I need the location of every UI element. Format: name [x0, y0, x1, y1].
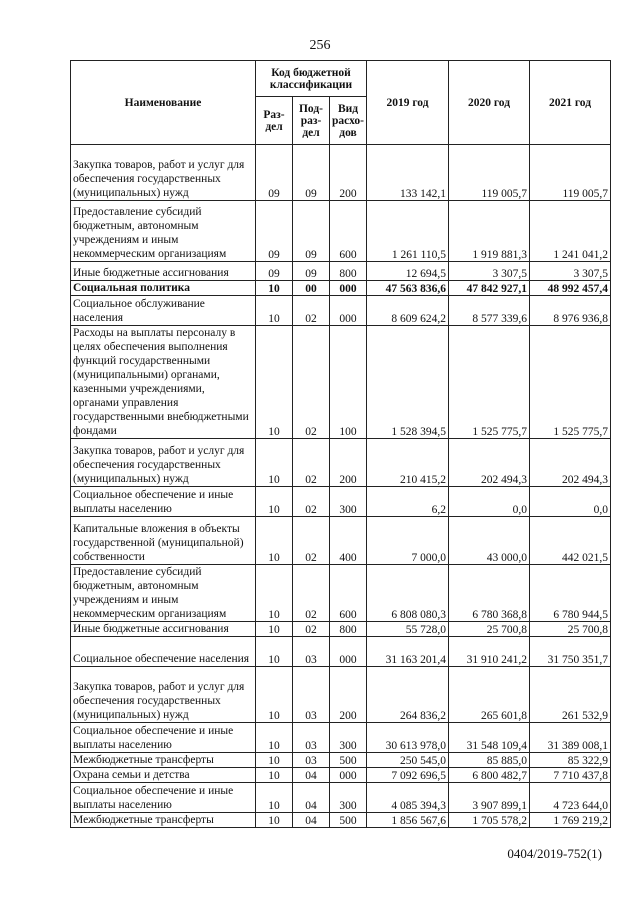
- row-section: 10: [256, 517, 293, 565]
- table-row: [71, 813, 611, 828]
- row-name: Межбюджетные трансферты: [71, 813, 256, 828]
- row-value-2019: 1 528 394,5: [367, 326, 449, 439]
- row-expense-type: 000: [330, 637, 367, 667]
- row-section: 10: [256, 723, 293, 753]
- row-value-2021: 119 005,7: [530, 145, 611, 201]
- row-value-2021: 442 021,5: [530, 517, 611, 565]
- row-value-2019: 31 163 201,4: [367, 637, 449, 667]
- table-row: [71, 622, 611, 637]
- header-section: Раз-дел: [256, 97, 293, 145]
- header-name: Наименование: [71, 61, 256, 145]
- table-row: [71, 667, 611, 723]
- row-value-2019: 7 092 696,5: [367, 768, 449, 783]
- row-value-2021: 8 976 936,8: [530, 296, 611, 326]
- row-value-2021: 1 525 775,7: [530, 326, 611, 439]
- row-subsection: 02: [293, 565, 330, 622]
- row-section: 10: [256, 326, 293, 439]
- row-section: 10: [256, 281, 293, 296]
- row-section: 10: [256, 813, 293, 828]
- row-name: Социальное обеспечение и иные выплаты населению: [71, 487, 256, 517]
- row-value-2021: 0,0: [530, 487, 611, 517]
- table-header: [71, 61, 611, 145]
- row-value-2020: 31 548 109,4: [449, 723, 530, 753]
- row-value-2020: 3 907 899,1: [449, 783, 530, 813]
- row-value-2021: 6 780 944,5: [530, 565, 611, 622]
- row-expense-type: 100: [330, 326, 367, 439]
- row-section: 10: [256, 667, 293, 723]
- row-value-2019: 6,2: [367, 487, 449, 517]
- row-subsection: 03: [293, 723, 330, 753]
- row-name: Капитальные вложения в объекты государственной (муниципальной) собственности: [71, 517, 256, 565]
- row-value-2021: 48 992 457,4: [530, 281, 611, 296]
- row-value-2019: 250 545,0: [367, 753, 449, 768]
- row-expense-type: 800: [330, 262, 367, 281]
- row-value-2019: 6 808 080,3: [367, 565, 449, 622]
- row-expense-type: 600: [330, 201, 367, 262]
- row-section: 10: [256, 753, 293, 768]
- row-value-2020: 265 601,8: [449, 667, 530, 723]
- row-section: 09: [256, 201, 293, 262]
- row-value-2021: 4 723 644,0: [530, 783, 611, 813]
- row-section: 10: [256, 622, 293, 637]
- row-value-2019: 12 694,5: [367, 262, 449, 281]
- row-value-2021: 25 700,8: [530, 622, 611, 637]
- row-value-2019: 7 000,0: [367, 517, 449, 565]
- row-expense-type: 300: [330, 487, 367, 517]
- row-section: 10: [256, 487, 293, 517]
- row-value-2019: 133 142,1: [367, 145, 449, 201]
- header-budget-code: Код бюджетной классификации: [256, 61, 367, 97]
- row-expense-type: 300: [330, 783, 367, 813]
- table-row: [71, 783, 611, 813]
- row-subsection: 09: [293, 145, 330, 201]
- table-body: [71, 145, 611, 828]
- row-subsection: 04: [293, 783, 330, 813]
- row-name: Социальное обеспечение и иные выплаты населению: [71, 723, 256, 753]
- header-2021: 2021 год: [530, 61, 611, 145]
- row-value-2020: 47 842 927,1: [449, 281, 530, 296]
- table-row: [71, 201, 611, 262]
- header-2020: 2020 год: [449, 61, 530, 145]
- row-expense-type: 600: [330, 565, 367, 622]
- row-name: Социальное обеспечение населения: [71, 637, 256, 667]
- row-value-2020: 119 005,7: [449, 145, 530, 201]
- table-row: [71, 262, 611, 281]
- row-value-2019: 47 563 836,6: [367, 281, 449, 296]
- row-subsection: 04: [293, 768, 330, 783]
- row-expense-type: 300: [330, 723, 367, 753]
- row-subsection: 09: [293, 262, 330, 281]
- table-row: [71, 326, 611, 439]
- row-value-2021: 1 241 041,2: [530, 201, 611, 262]
- row-value-2021: 31 750 351,7: [530, 637, 611, 667]
- row-value-2021: 261 532,9: [530, 667, 611, 723]
- row-expense-type: 200: [330, 145, 367, 201]
- table-row: [71, 517, 611, 565]
- row-name: Закупка товаров, работ и услуг для обеспечения государственных (муниципальных) нужд: [71, 439, 256, 487]
- row-value-2019: 55 728,0: [367, 622, 449, 637]
- row-name: Иные бюджетные ассигнования: [71, 622, 256, 637]
- row-subsection: 02: [293, 517, 330, 565]
- row-name: Охрана семьи и детства: [71, 768, 256, 783]
- row-expense-type: 200: [330, 667, 367, 723]
- row-value-2020: 6 780 368,8: [449, 565, 530, 622]
- header-2019: 2019 год: [367, 61, 449, 145]
- row-value-2020: 8 577 339,6: [449, 296, 530, 326]
- row-name: Расходы на выплаты персоналу в целях обеспечения выполнения функций государственными (муниципальными) органами, казенными учреждениями, органами управления государственными внебюджетными фондами: [71, 326, 256, 439]
- row-section: 09: [256, 262, 293, 281]
- row-section: 10: [256, 439, 293, 487]
- table-row: [71, 565, 611, 622]
- table-row: [71, 296, 611, 326]
- table-row: [71, 768, 611, 783]
- row-subsection: 00: [293, 281, 330, 296]
- row-value-2019: 4 085 394,3: [367, 783, 449, 813]
- row-value-2021: 31 389 008,1: [530, 723, 611, 753]
- row-expense-type: 500: [330, 753, 367, 768]
- row-value-2021: 85 322,9: [530, 753, 611, 768]
- row-section: 10: [256, 565, 293, 622]
- row-value-2020: 0,0: [449, 487, 530, 517]
- document-number: 0404/2019-752(1): [507, 846, 602, 861]
- row-subsection: 03: [293, 667, 330, 723]
- row-value-2020: 85 885,0: [449, 753, 530, 768]
- row-value-2020: 1 705 578,2: [449, 813, 530, 828]
- row-expense-type: 000: [330, 768, 367, 783]
- row-subsection: 03: [293, 753, 330, 768]
- row-name: Социальное обеспечение и иные выплаты населению: [71, 783, 256, 813]
- row-value-2019: 8 609 624,2: [367, 296, 449, 326]
- row-subsection: 03: [293, 637, 330, 667]
- row-subsection: 02: [293, 326, 330, 439]
- row-expense-type: 400: [330, 517, 367, 565]
- row-value-2019: 1 261 110,5: [367, 201, 449, 262]
- row-value-2021: 3 307,5: [530, 262, 611, 281]
- row-section: 10: [256, 783, 293, 813]
- row-subsection: 04: [293, 813, 330, 828]
- row-name: Иные бюджетные ассигнования: [71, 262, 256, 281]
- row-name: Предоставление субсидий бюджетным, автономным учреждениям и иным некоммерческим организациям: [71, 201, 256, 262]
- header-expense-type: Вид расхо-дов: [330, 97, 367, 145]
- row-name: Социальная политика: [71, 281, 256, 296]
- row-expense-type: 200: [330, 439, 367, 487]
- row-value-2019: 264 836,2: [367, 667, 449, 723]
- row-section: 09: [256, 145, 293, 201]
- row-value-2020: 1 919 881,3: [449, 201, 530, 262]
- row-value-2021: 202 494,3: [530, 439, 611, 487]
- row-expense-type: 800: [330, 622, 367, 637]
- row-name: Межбюджетные трансферты: [71, 753, 256, 768]
- row-value-2020: 6 800 482,7: [449, 768, 530, 783]
- table-row: [71, 439, 611, 487]
- table-row: [71, 753, 611, 768]
- header-subsection: Под-раз-дел: [293, 97, 330, 145]
- row-value-2019: 210 415,2: [367, 439, 449, 487]
- row-value-2020: 43 000,0: [449, 517, 530, 565]
- row-name: Предоставление субсидий бюджетным, автономным учреждениям и иным некоммерческим организациям: [71, 565, 256, 622]
- row-subsection: 02: [293, 487, 330, 517]
- row-section: 10: [256, 296, 293, 326]
- table-row: [71, 281, 611, 296]
- row-subsection: 02: [293, 296, 330, 326]
- table-row: [71, 637, 611, 667]
- row-section: 10: [256, 637, 293, 667]
- table-row: [71, 723, 611, 753]
- row-expense-type: 500: [330, 813, 367, 828]
- row-value-2019: 1 856 567,6: [367, 813, 449, 828]
- table-row: [71, 487, 611, 517]
- row-value-2020: 1 525 775,7: [449, 326, 530, 439]
- row-value-2020: 3 307,5: [449, 262, 530, 281]
- row-value-2021: 1 769 219,2: [530, 813, 611, 828]
- row-value-2019: 30 613 978,0: [367, 723, 449, 753]
- row-name: Закупка товаров, работ и услуг для обеспечения государственных (муниципальных) нужд: [71, 145, 256, 201]
- row-section: 10: [256, 768, 293, 783]
- row-name: Закупка товаров, работ и услуг для обеспечения государственных (муниципальных) нужд: [71, 667, 256, 723]
- row-expense-type: 000: [330, 281, 367, 296]
- row-value-2020: 31 910 241,2: [449, 637, 530, 667]
- row-value-2020: 25 700,8: [449, 622, 530, 637]
- row-expense-type: 000: [330, 296, 367, 326]
- row-subsection: 02: [293, 439, 330, 487]
- row-subsection: 09: [293, 201, 330, 262]
- row-value-2021: 7 710 437,8: [530, 768, 611, 783]
- row-value-2020: 202 494,3: [449, 439, 530, 487]
- row-subsection: 02: [293, 622, 330, 637]
- page-number: 256: [309, 38, 331, 53]
- table-row: [71, 145, 611, 201]
- budget-table: [70, 60, 611, 828]
- row-name: Социальное обслуживание населения: [71, 296, 256, 326]
